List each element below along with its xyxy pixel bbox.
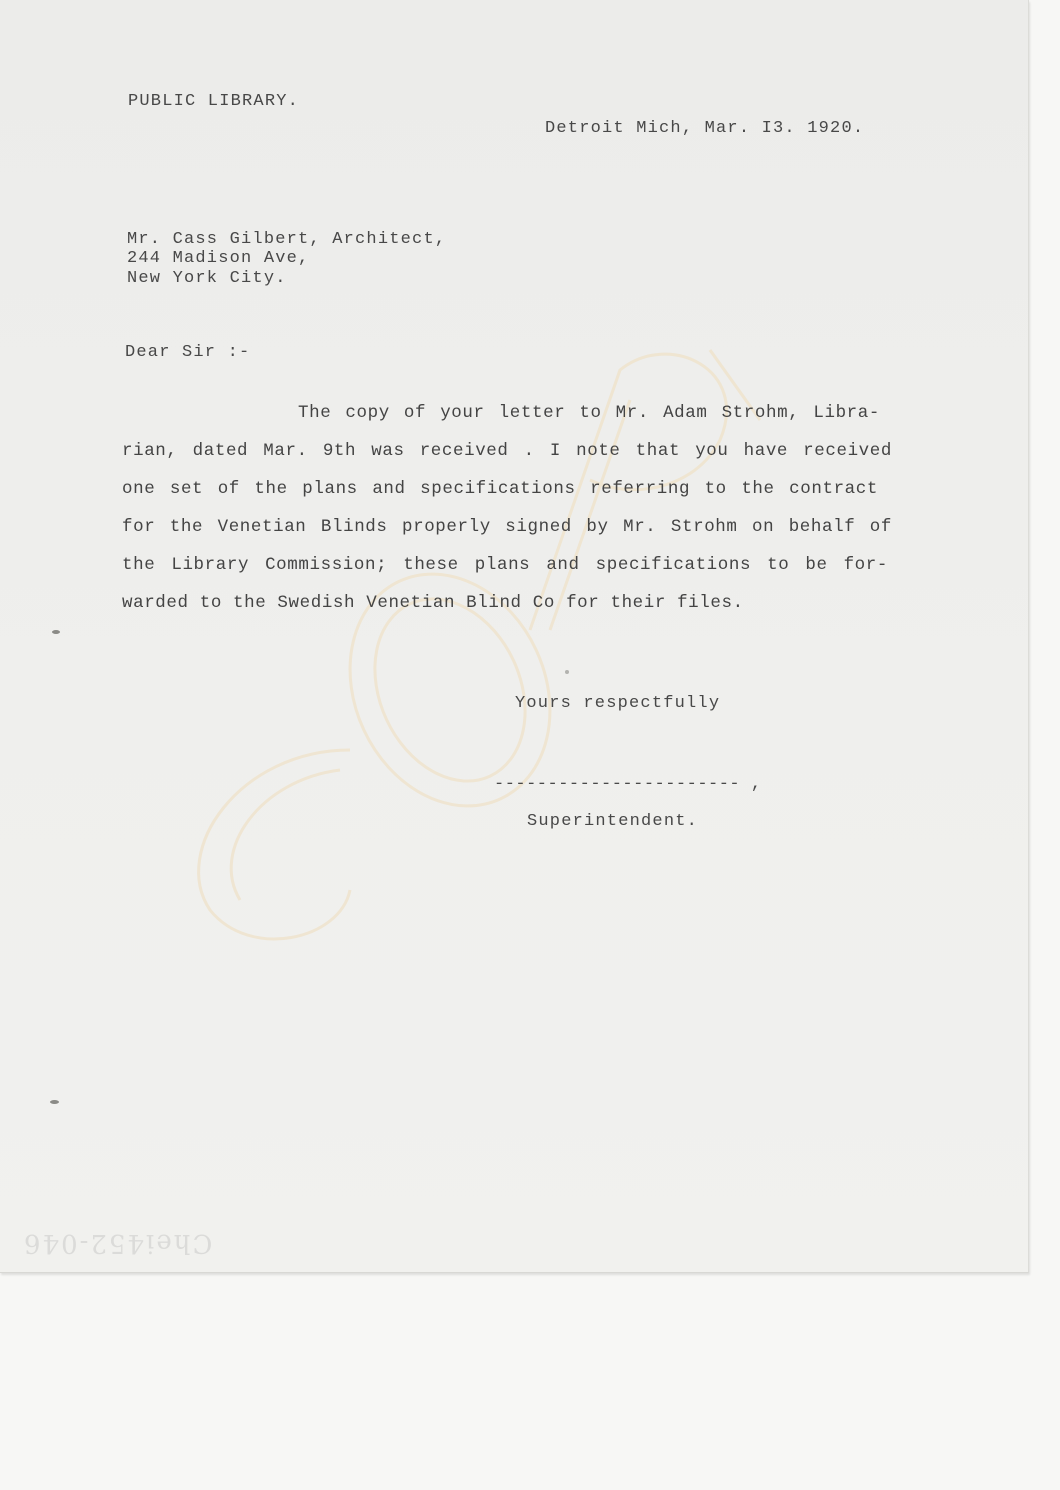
archive-number-stamp: Chei452-046 [22,1228,213,1258]
body-line: rian, dated Mar. 9th was received . I note that you have received [122,441,892,461]
addressee-line-2: 244 Madison Ave, [127,249,310,268]
body-line: the Library Commission; these plans and specifications to be for- [122,555,888,575]
salutation: Dear Sir :- [125,343,251,362]
letterhead-institution: PUBLIC LIBRARY. [128,92,300,111]
body-line: for the Venetian Blinds properly signed by Mr. Strohm on behalf of [122,517,892,537]
signer-title: Superintendent. [527,812,699,831]
ink-speck [565,670,569,674]
signature-line: ----------------------- , [494,775,762,794]
body-line: one set of the plans and specifications referring to the contract [122,479,878,499]
closing: Yours respectfully [515,694,721,713]
body-line: warded to the Swedish Venetian Blind Co for their files. [122,593,744,613]
copy-watermark [150,330,790,950]
body-line: The copy of your letter to Mr. Adam Strohm, Libra- [298,403,880,423]
punch-mark [50,1100,59,1104]
place-date: Detroit Mich, Mar. I3. 1920. [545,119,865,138]
addressee-line-3: New York City. [127,269,287,288]
addressee-line-1: Mr. Cass Gilbert, Architect, [127,230,447,249]
punch-mark [52,630,60,634]
